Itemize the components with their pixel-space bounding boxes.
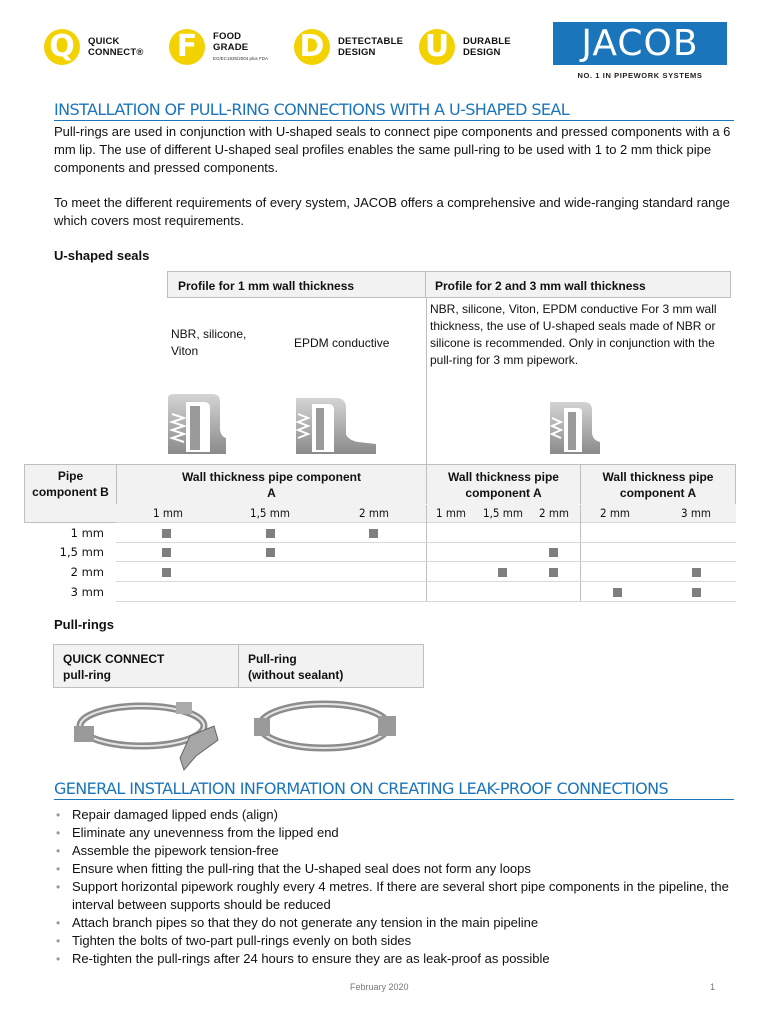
material-nbr-silicone-viton: NBR, silicone, Viton: [171, 327, 247, 358]
compat-mark: [162, 529, 171, 538]
u-seal-profile-icon: [546, 398, 602, 458]
label-line: Pull-ring: [248, 652, 297, 666]
material-epdm-conductive: EPDM conductive: [294, 336, 390, 350]
badge-line: GRADE: [213, 41, 249, 53]
badge-line: CONNECT®: [88, 47, 144, 58]
row-divider: [116, 581, 736, 582]
detectable-design-icon: D: [294, 29, 330, 65]
section-rule: [54, 799, 734, 800]
subheader-2mm: 2 mm: [538, 506, 570, 520]
jacob-logo: JACOB: [553, 22, 727, 65]
section-title-installation: INSTALLATION OF PULL-RING CONNECTIONS WITH A U-SHAPED SEAL: [54, 100, 570, 119]
pipe-component-b-header: Pipe component B: [24, 464, 117, 523]
list-item: • Eliminate any unevenness from the lipped end: [54, 824, 744, 842]
badge-line: DESIGN: [338, 47, 376, 58]
list-item: • Re-tighten the pull-rings after 24 hours to ensure they are as leak-proof as possible: [54, 950, 744, 968]
pullring-without-sealant-label: [248, 651, 343, 683]
compat-mark: [692, 568, 701, 577]
pullrings-heading: Pull-rings: [54, 617, 114, 632]
material-2-3mm-description: NBR, silicone, Viton, EPDM conductive For 3 mm wall thickness, the use of U-shaped seals made of NBR or silicone is recommended. Only in conjunction with the pull-ring for 3 mm pipework.: [430, 302, 717, 367]
food-grade-icon: F: [169, 29, 205, 65]
compat-mark: [162, 548, 171, 557]
badge-quick-connect: [44, 28, 144, 66]
row-label-1-5mm: 1,5 mm: [59, 545, 104, 559]
footer-date: February 2020: [350, 982, 409, 992]
footer-page-number: 1: [710, 982, 716, 992]
list-item: • Repair damaged lipped ends (align): [54, 806, 744, 824]
list-item: • Tighten the bolts of two-part pull-rings evenly on both sides: [54, 932, 744, 950]
compat-mark: [266, 529, 275, 538]
compat-mark: [162, 568, 171, 577]
pullring-without-sealant-icon: [252, 696, 402, 756]
badge-line: DESIGN: [463, 47, 501, 58]
wall-thickness-header-1: Wall thickness pipe component A: [116, 464, 427, 505]
range-paragraph: To meet the different requirements of every system, JACOB offers a comprehensive and wide-ranging standard range which covers most requirements.: [54, 195, 730, 228]
section-rule: [54, 120, 734, 121]
compat-mark: [266, 548, 275, 557]
compat-mark: [369, 529, 378, 538]
label-line: pull-ring: [63, 668, 111, 682]
compat-mark: [692, 588, 701, 597]
installation-bullets: [54, 806, 744, 968]
subheader-1mm: 1 mm: [435, 506, 467, 520]
u-seal-profile-icon: [164, 392, 228, 458]
row-label-3mm: 3 mm: [70, 585, 104, 599]
quick-connect-pullring-label: [63, 651, 164, 683]
compat-mark: [549, 548, 558, 557]
subheader-3mm: 3 mm: [680, 506, 712, 520]
quick-connect-pullring-icon: [72, 696, 222, 776]
subheader-1mm: 1 mm: [152, 506, 184, 520]
durable-design-icon: U: [419, 29, 455, 65]
u-seal-profile-icon: [292, 394, 378, 458]
badge-durable-design: [419, 28, 511, 66]
badge-sub: EG/EC1935/2004 plus FDA: [213, 55, 269, 61]
quick-connect-icon: Q: [44, 29, 80, 65]
row-divider: [116, 542, 736, 543]
row-label-1mm: 1 mm: [70, 526, 104, 540]
list-item: • Ensure when fitting the pull-ring that the U-shaped seal does not form any loops: [54, 860, 744, 878]
wall-thickness-header-3: Wall thickness pipe component A: [580, 464, 736, 505]
badge-line: QUICK: [88, 36, 120, 47]
pullring-divider: [238, 645, 239, 687]
compat-mark: [498, 568, 507, 577]
logo-tagline: NO. 1 IN PIPEWORK SYSTEMS: [577, 71, 703, 80]
intro-paragraph: Pull-rings are used in conjunction with U-shaped seals to connect pipe components and pressed components with a 6 mm lip. The use of different U-shaped seal profiles enables the same pull-ring to be used with 1 to 2 mm thick pipe components and pressed components.: [54, 124, 731, 175]
badge-detectable-design: [294, 28, 403, 66]
badge-line: DETECTABLE: [338, 36, 404, 47]
compat-mark: [613, 588, 622, 597]
pullring-table: [53, 644, 424, 688]
row-divider: [116, 561, 736, 562]
list-item: • Support horizontal pipework roughly every 4 metres. If there are several short pipe components in the pipeline, the interval between supports should be reduced: [54, 878, 744, 914]
subheader-2mm: 2 mm: [599, 506, 631, 520]
compat-mark: [549, 568, 558, 577]
table-divider: [580, 505, 581, 601]
list-item: • Assemble the pipework tension-free: [54, 842, 744, 860]
seals-heading: U-shaped seals: [54, 248, 150, 263]
section-title-general: GENERAL INSTALLATION INFORMATION ON CREATING LEAK-PROOF CONNECTIONS: [54, 779, 669, 798]
profile-2-3mm-header: Profile for 2 and 3 mm wall thickness: [425, 271, 731, 298]
profile-1mm-header: Profile for 1 mm wall thickness: [167, 271, 426, 298]
badge-line: FOOD: [213, 30, 242, 42]
label-line: (without sealant): [248, 668, 344, 682]
badge-food-grade: [169, 28, 268, 66]
row-divider: [116, 601, 736, 602]
wall-thickness-header-2: Wall thickness pipe component A: [426, 464, 581, 505]
subheader-1-5mm: 1,5 mm: [250, 506, 290, 520]
subheader-2mm: 2 mm: [358, 506, 390, 520]
list-item: • Attach branch pipes so that they do not generate any tension in the main pipeline: [54, 914, 744, 932]
subheader-1-5mm: 1,5 mm: [483, 506, 523, 520]
label-line: QUICK CONNECT: [63, 652, 165, 666]
profile-divider: [426, 298, 427, 464]
badge-line: DURABLE: [463, 36, 511, 47]
row-label-2mm: 2 mm: [70, 565, 104, 579]
table-divider: [426, 505, 427, 601]
